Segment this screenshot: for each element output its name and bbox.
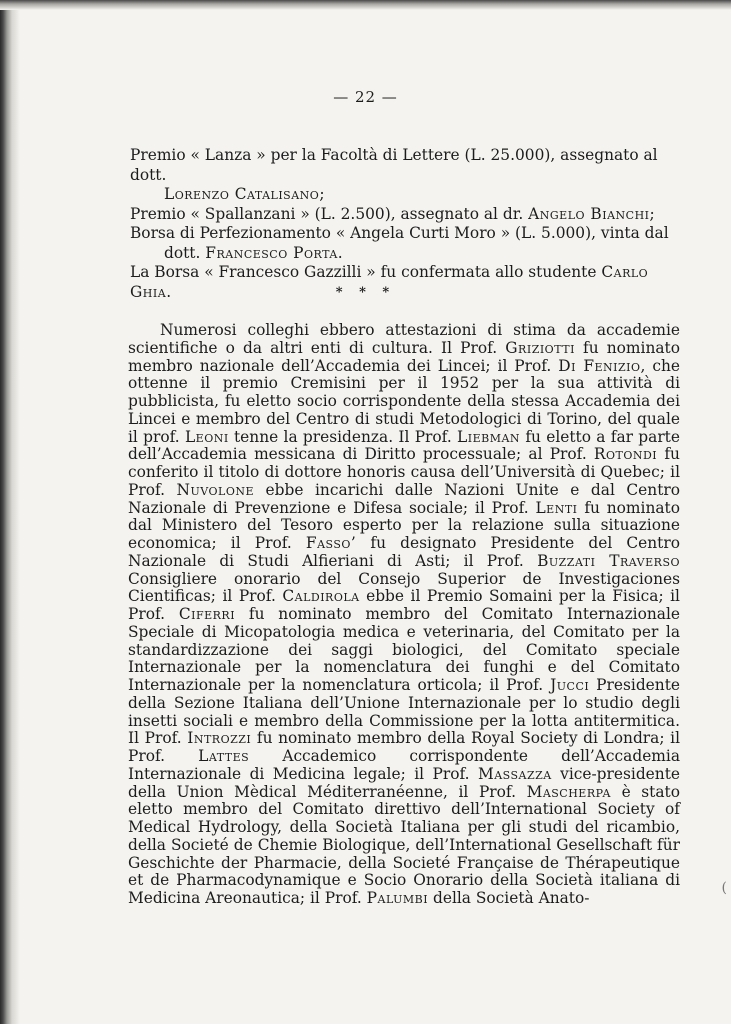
punctuation: .	[166, 282, 172, 301]
paragraph-text: fu designato Presidente del Centro Nazionale di Studi Alfieriani di Asti; il Prof.	[128, 534, 680, 570]
paragraph-text: vice-presidente della Union Mèdical Méditerranéenne, il Prof.	[128, 764, 680, 801]
professor-name: Di Fenizio	[558, 356, 641, 375]
award-text: Premio « Lanza » per la Facoltà di Lettere (L. 25.000), assegnato al dott.	[130, 146, 658, 184]
professor-name: Caldirola	[282, 587, 360, 606]
award-text: Borsa di Perfezionamento « Angela Curti Moro » (L. 5.000), vinta dal	[130, 224, 669, 242]
punctuation: ;	[319, 185, 325, 203]
professor-name: Liebman	[457, 427, 521, 446]
professor-name: Mascherpa	[526, 782, 611, 801]
professor-name: Massazza	[477, 764, 552, 783]
paragraph-text: Numerosi colleghi ebbero attestazioni di stima da accademie scientifiche o da altri enti di cultura. Il Prof.	[128, 321, 680, 357]
paragraph-text: fu nominato membro del Comitato Internazionale Speciale di Micopatologia medica e veterinaria, del Comitato per la standardizzazione dei saggi biologici, del Comitato speciale Internazionale per la nomenclatura dei funghi e del Comitato Internazionale per la nomenclatura orticola; il Prof.	[128, 605, 680, 694]
paragraph-text: ebbe incarichi dalle Nazioni Unite e dal Centro Nazionale di Prevenzione e Difesa sociale; il Prof.	[128, 480, 680, 517]
paragraph-text: fu nominato membro nazionale dell’Accademia dei Lincei; il Prof.	[128, 338, 680, 375]
professor-name: Buzzati Traverso	[537, 551, 680, 570]
recipient-name: Carlo Ghia	[130, 263, 649, 301]
page-number: — 22 —	[333, 88, 398, 106]
recipient-name: Angelo Bianchi	[528, 204, 650, 223]
professor-name: Lenti	[535, 498, 578, 517]
binding-edge	[0, 0, 20, 1024]
paragraph-text: fu eletto a far parte dell’Accademia messicana di Diritto processuale; al Prof.	[128, 427, 680, 464]
top-edge-shadow	[0, 0, 731, 10]
margin-mark: (	[721, 880, 727, 896]
professor-name: Ciferri	[178, 605, 236, 623]
paragraph-text: è stato eletto membro del Comitato direttivo dell’International Society of Medical Hydrology, della Società Italiana per gli studi del ricambio, della Societé de Chemie Biologique, dell’International Gesellschaft für Geschichte der Pharmacie, della Societé Française de Thérapeutique et de Pharmacodynamique e Socio Onorario della Società italiana di Medicina Areonautica; il Prof.	[128, 782, 680, 907]
paragraph-text: della Società Anato-	[428, 889, 590, 907]
paragraph-text: fu nominato dal Ministero del Tesoro esperto per la relazione sulla situazione economica; il Prof.	[128, 498, 680, 552]
paragraph-text: ebbe il Premio Somaini per la Fisica; il Prof.	[128, 587, 680, 623]
professor-name: Jucci	[550, 676, 590, 694]
award-entry-spallanzani	[130, 205, 680, 225]
professor-name: Lattes	[198, 747, 250, 765]
professor-name: Introzzi	[187, 729, 252, 748]
paragraph-text: Presidente della Sezione Italiana dell’Unione Internazionale per lo studio degli insetti sociali e membro della Commissione per la lotta antitermitica. Il Prof.	[128, 676, 680, 748]
professor-name: Griziotti	[505, 338, 575, 357]
award-text: La Borsa « Francesco Gazzilli » fu confermata allo studente	[130, 263, 597, 281]
paragraph-text: Accademico corrispondente dell’Accademia Internazionale di Medicina legale; il Prof.	[128, 747, 680, 783]
award-entry-curti-moro	[130, 224, 680, 263]
section-separator: * * *	[335, 285, 396, 300]
paragraph-text: , che ottenne il premio Cremisini per il 1952 per la sua attività di pubblicista, fu eletto socio corrispondente della stessa Accademia dei Lincei e membro del Centro di studi Metodologici di Torino, del quale il prof.	[128, 356, 680, 446]
professor-name: Nuvolone	[176, 480, 255, 499]
body-paragraph	[128, 322, 680, 908]
recipient-name: Lorenzo Catalisano	[164, 185, 320, 203]
professor-name: Rotondi	[593, 445, 658, 464]
paragraph-text: tenne la presidenza. Il Prof.	[228, 427, 458, 446]
awards-list	[130, 146, 680, 302]
punctuation: .	[337, 243, 343, 262]
title-prefix: dott.	[164, 243, 201, 262]
recipient-name: Francesco Porta	[205, 243, 338, 262]
paragraph-text: Consigliere onorario del Consejo Superior de Investigaciones Cientificas; il Prof.	[128, 569, 680, 606]
award-entry-lanza	[130, 146, 680, 205]
professor-name: Palumbi	[366, 889, 429, 907]
professor-name: Leoni	[184, 427, 229, 446]
award-text: Premio « Spallanzani » (L. 2.500), assegnato al dr.	[130, 204, 524, 223]
professor-name: Fasso’	[305, 534, 357, 552]
paragraph-text: fu nominato membro della Royal Society di Londra; il Prof.	[128, 729, 680, 765]
paragraph-text: fu conferito il titolo di dottore honoris causa dell’Università di Quebec; il Prof.	[128, 445, 680, 499]
punctuation: ;	[649, 204, 655, 223]
